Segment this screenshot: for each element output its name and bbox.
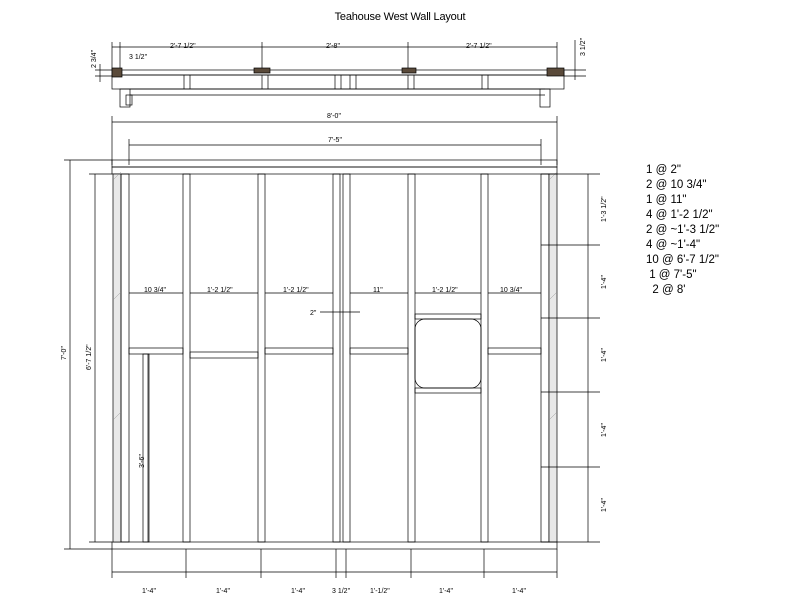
dim-inner-width: 7'-5" (328, 137, 342, 144)
cut-list (646, 163, 719, 298)
left-end-post (113, 174, 121, 542)
dim-gap: 2" (310, 310, 317, 317)
dim-left-low-height: 3'-6" (139, 454, 146, 468)
cut-list-item: 1 @ 11" (646, 194, 687, 206)
top-plate-lower (112, 167, 557, 174)
plan-post-right (547, 68, 564, 76)
blocking-bay-3 (265, 348, 333, 354)
right-stud-2 (541, 174, 549, 542)
cut-list-item: 4 @ 1'-2 1/2" (646, 209, 713, 221)
dim-right-3: 1'-4" (601, 348, 608, 362)
plan-dim-left-height: 2 3/4" (91, 49, 98, 68)
dim-overall-height: 7'-0" (61, 346, 68, 360)
elevation-view (64, 116, 600, 578)
dim-bottom-3: 1'-4" (291, 588, 305, 595)
plan-post-mid-2 (402, 68, 416, 73)
plan-post-left (112, 68, 122, 77)
plan-wall-body (112, 75, 564, 89)
top-plate-upper (112, 160, 557, 167)
plan-top-plate (112, 70, 564, 75)
dim-right-4: 1'-4" (601, 423, 608, 437)
cut-list-item: 1 @ 7'-5" (646, 269, 697, 281)
dim-overall-width: 8'-0" (327, 113, 341, 120)
plan-return-left (120, 89, 130, 107)
stud-4 (343, 174, 350, 542)
cut-list-item: 2 @ 8' (646, 284, 686, 296)
right-end-post (549, 174, 557, 542)
stud-6 (481, 174, 488, 542)
window-header (415, 314, 481, 319)
dim-bottom-4: 3 1/2" (332, 588, 351, 595)
plan-dim-segment-2: 2'-8" (326, 43, 340, 50)
blocking-bay-1 (129, 348, 183, 354)
dim-right-1: 1'-3 1/2" (601, 196, 608, 222)
cut-list-item: 10 @ 6'-7 1/2" (646, 254, 719, 266)
dim-bay-4: 11" (373, 287, 383, 294)
cut-list-item: 4 @ ~1'-4" (646, 239, 701, 251)
cut-list-item: 1 @ 2" (646, 164, 681, 176)
bottom-plate (112, 542, 557, 549)
dim-bottom-2: 1'-4" (216, 588, 230, 595)
stud-3 (333, 174, 340, 542)
stud-1 (183, 174, 190, 542)
plan-return-right (540, 89, 550, 107)
dim-right-5: 1'-4" (601, 498, 608, 512)
left-stud-2 (121, 174, 129, 542)
dim-bay-6: 10 3/4" (500, 287, 522, 294)
dim-bottom-7: 1'-4" (512, 588, 526, 595)
window-opening (415, 319, 481, 388)
drawing-title: Teahouse West Wall Layout (334, 11, 466, 23)
blocking-bay-2 (190, 352, 258, 358)
plan-dim-segment-1: 2'-7 1/2" (170, 43, 196, 50)
plan-dim-right-height: 3 1/2" (580, 37, 587, 56)
plan-post-mid-1 (254, 68, 270, 73)
dim-bottom-6: 1'-4" (439, 588, 453, 595)
dim-stud-height: 6'-7 1/2" (86, 344, 93, 370)
stud-2 (258, 174, 265, 542)
dim-bay-3: 1'-2 1/2" (283, 287, 309, 294)
plan-view (95, 40, 586, 107)
dim-bottom-5: 1'-1/2" (370, 588, 390, 595)
dim-right-2: 1'-4" (601, 275, 608, 289)
dim-bay-1: 10 3/4" (144, 287, 166, 294)
cut-list-item: 2 @ 10 3/4" (646, 179, 707, 191)
blocking-bay-4 (350, 348, 408, 354)
dim-bay-5: 1'-2 1/2" (432, 287, 458, 294)
window-sill (415, 388, 481, 393)
plan-dim-segment-3: 2'-7 1/2" (466, 43, 492, 50)
stud-5 (408, 174, 415, 542)
plan-dim-offset: 3 1/2" (129, 54, 148, 61)
dim-bottom-1: 1'-4" (142, 588, 156, 595)
dim-bay-2: 1'-2 1/2" (207, 287, 233, 294)
cut-list-item: 2 @ ~1'-3 1/2" (646, 224, 720, 236)
blocking-bay-6 (488, 348, 541, 354)
